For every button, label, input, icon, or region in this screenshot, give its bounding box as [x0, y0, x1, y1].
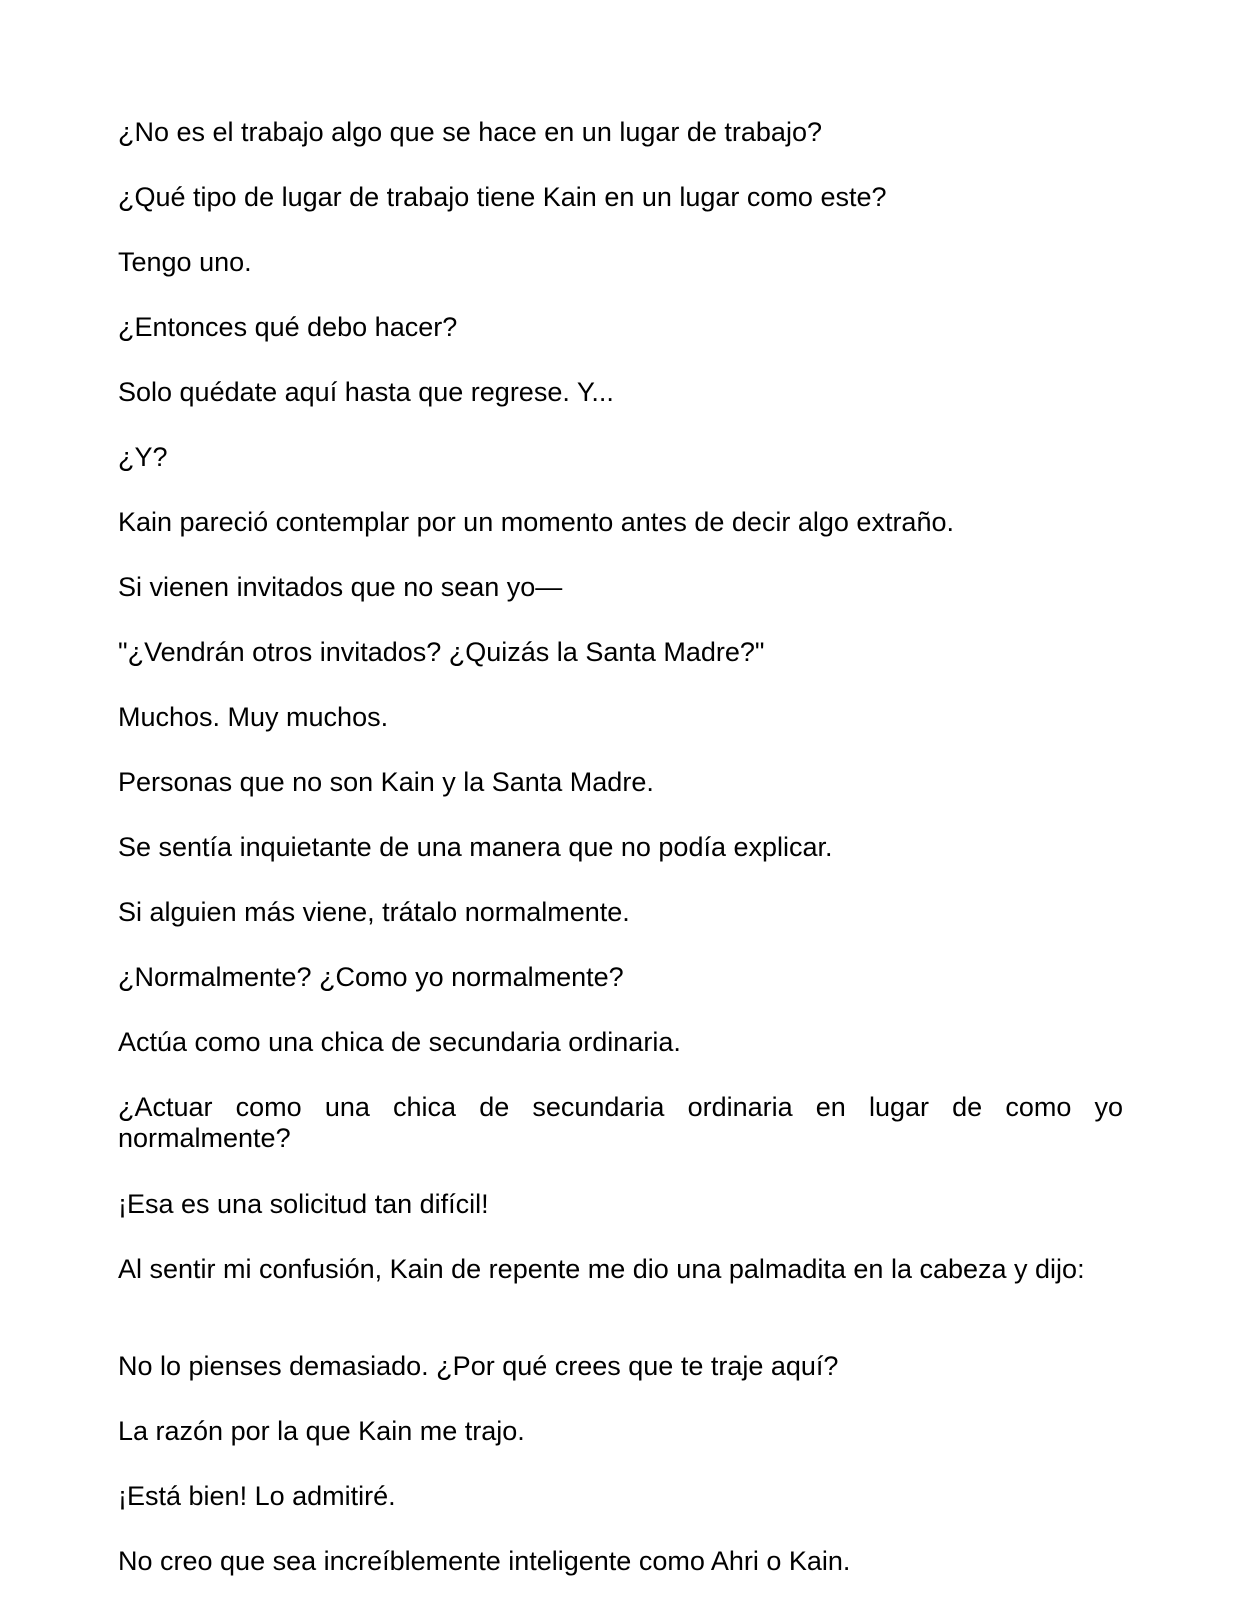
- paragraph: Se sentía inquietante de una manera que no podía explicar.: [118, 832, 833, 862]
- paragraph: ¡Está bien! Lo admitiré.: [118, 1481, 396, 1511]
- paragraph: Tengo uno.: [118, 247, 252, 277]
- paragraph: ¿Qué tipo de lugar de trabajo tiene Kain en un lugar como este?: [118, 182, 887, 212]
- paragraph: ¿Normalmente? ¿Como yo normalmente?: [118, 962, 624, 992]
- paragraph: No lo pienses demasiado. ¿Por qué crees que te traje aquí?: [118, 1351, 839, 1381]
- paragraph: Si alguien más viene, trátalo normalmente.: [118, 897, 630, 927]
- paragraph: Si vienen invitados que no sean yo—: [118, 572, 563, 602]
- paragraph: La razón por la que Kain me trajo.: [118, 1416, 525, 1446]
- paragraph: Personas que no son Kain y la Santa Madre.: [118, 767, 654, 797]
- paragraph: ¿Y?: [118, 442, 168, 472]
- paragraph: Muchos. Muy muchos.: [118, 702, 389, 732]
- paragraph: Solo quédate aquí hasta que regrese. Y...: [118, 377, 614, 407]
- paragraph: "¿Vendrán otros invitados? ¿Quizás la Santa Madre?": [118, 637, 765, 667]
- paragraph: ¿No es el trabajo algo que se hace en un lugar de trabajo?: [118, 117, 822, 147]
- paragraph: Actúa como una chica de secundaria ordinaria.: [118, 1027, 681, 1057]
- paragraph: ¿Actuar como una chica de secundaria ordinaria en lugar de como yo normalmente?: [118, 1092, 1123, 1153]
- paragraph: No creo que sea increíblemente inteligente como Ahri o Kain.: [118, 1546, 851, 1576]
- paragraph: Kain pareció contemplar por un momento antes de decir algo extraño.: [118, 507, 954, 537]
- paragraph: ¡Esa es una solicitud tan difícil!: [118, 1189, 489, 1219]
- paragraph: ¿Entonces qué debo hacer?: [118, 312, 458, 342]
- paragraph: Al sentir mi confusión, Kain de repente me dio una palmadita en la cabeza y dijo:: [118, 1254, 1085, 1284]
